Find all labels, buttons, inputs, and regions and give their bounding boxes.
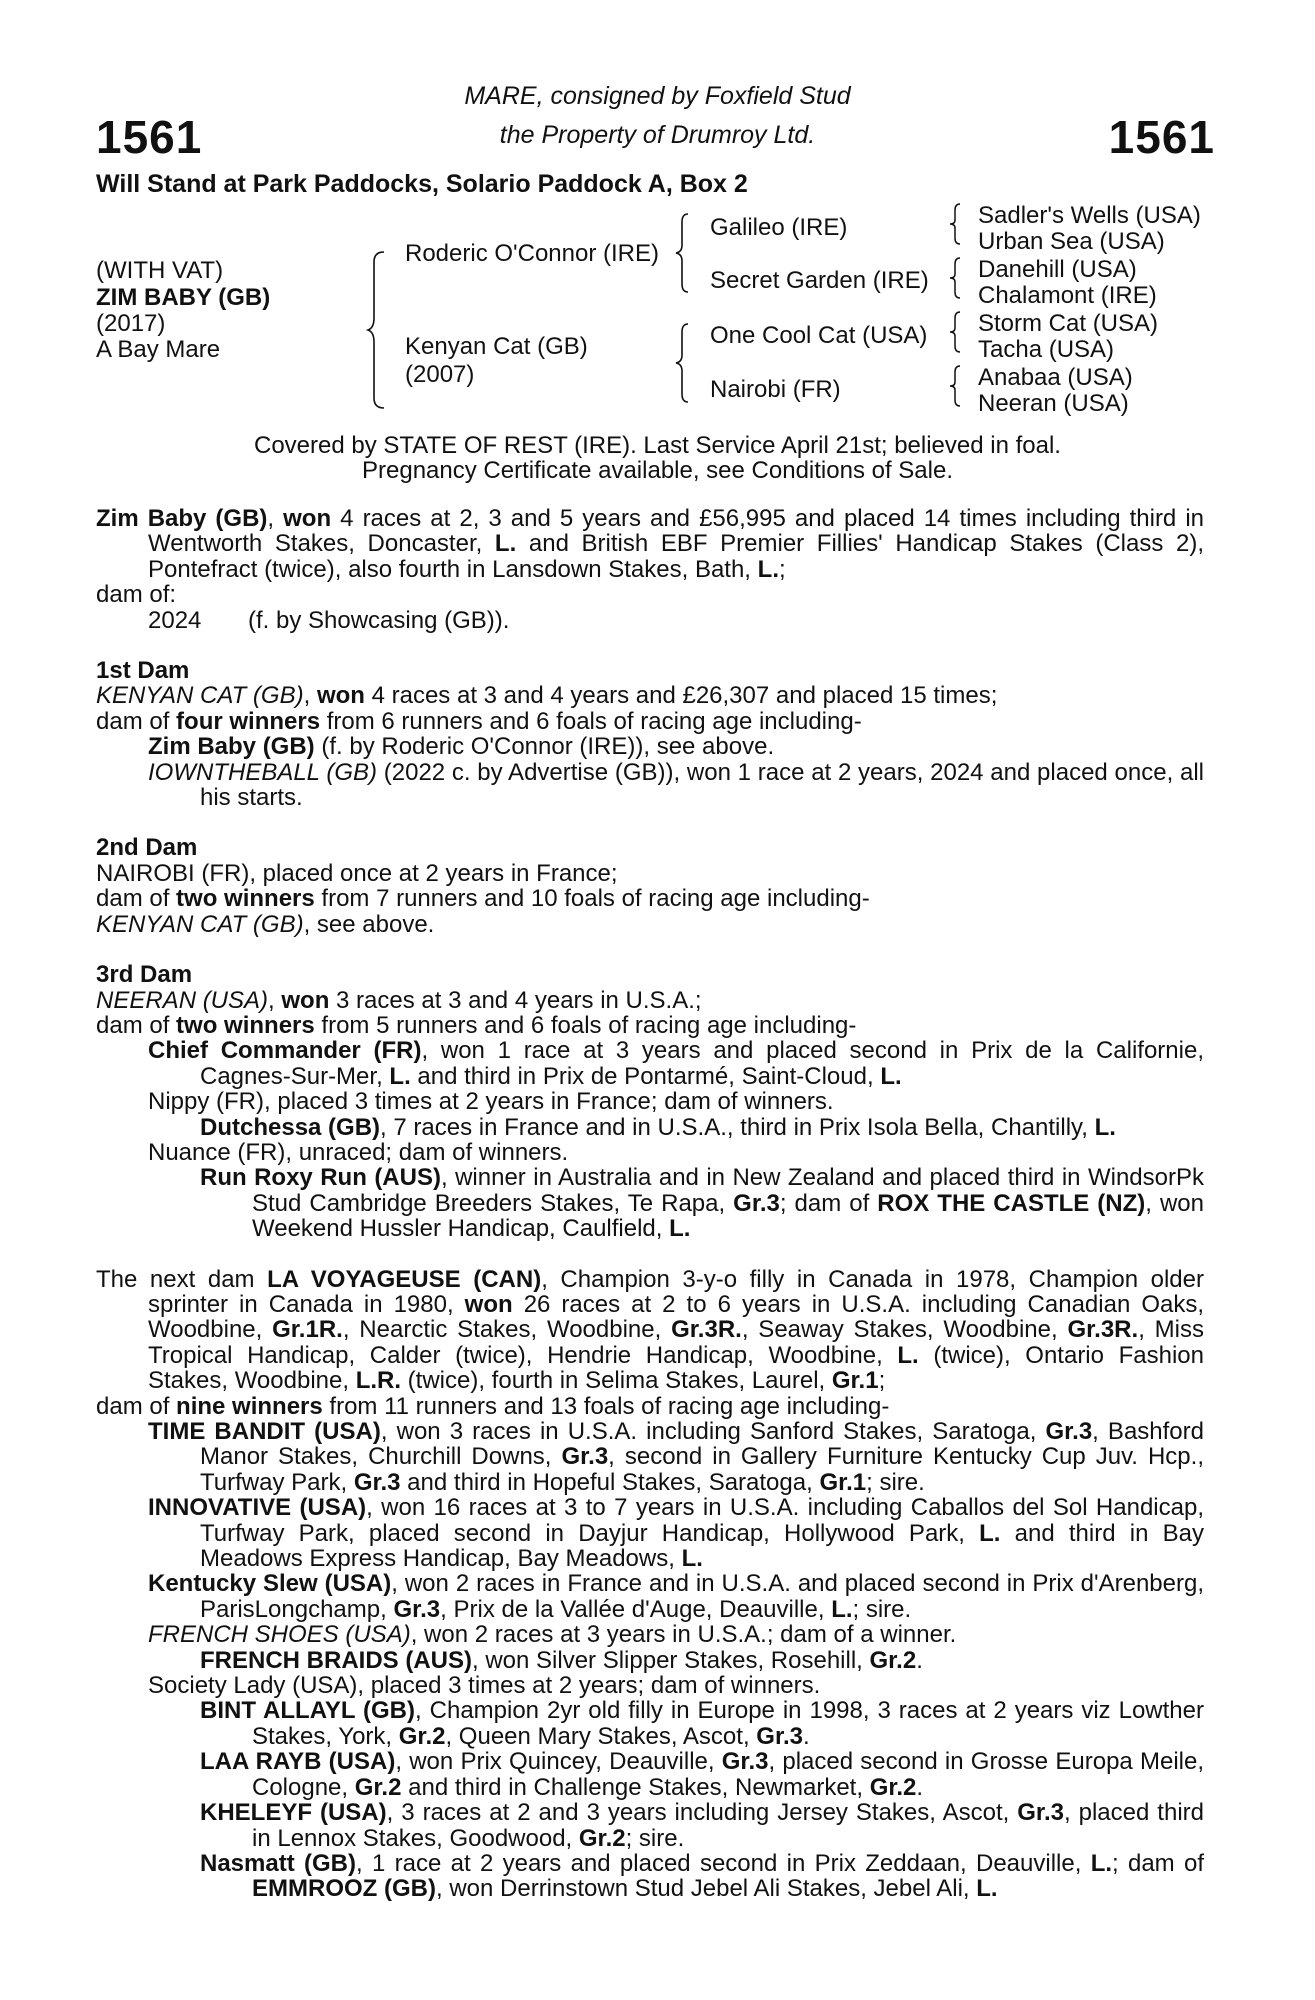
second-dam-line: NAIROBI (FR), placed once at 2 years in France; (96, 859, 618, 887)
produce-item (96, 734, 1204, 759)
text: , Miss Tropical Handicap, Calder (twice), Hendrie Handicap, Woodbine, (148, 1316, 1204, 1369)
text: and third in Challenge Stakes, Newmarket, (401, 1773, 870, 1801)
text: , won 2 races in France and in U.S.A. and placed second in Prix d'Arenberg, ParisLongchamp, (200, 1570, 1204, 1623)
damof: dam of (96, 707, 177, 735)
lot-number-right: 1561 (1108, 111, 1215, 163)
dss: Storm Cat (USA) (978, 310, 1159, 337)
produce-name: KENYAN CAT (GB) (96, 910, 304, 938)
next-dam-produce (96, 1394, 1204, 1419)
produce-name: Run Roxy Run (AUS) (200, 1164, 441, 1192)
won-word: won (283, 505, 332, 532)
produce-name: INNOVATIVE (USA) (148, 1494, 367, 1522)
text: ; (878, 1367, 886, 1395)
brace-ds (948, 310, 964, 354)
dam-name: Kenyan Cat (GB) (405, 333, 588, 360)
produce-item: Society Lady (USA), placed 3 times at 2 years; dam of winners. (148, 1672, 821, 1700)
group-mark: Gr.3 (756, 1722, 803, 1750)
produce-text: , won Weekend Hussler Handicap, Caulfield, (252, 1189, 1204, 1243)
brace-ss (948, 202, 964, 246)
text: (twice), Ontario Fashion Stakes, Woodbine, (148, 1341, 1204, 1395)
won-word: won (464, 1290, 513, 1318)
consignor-line: MARE, consigned by Foxfield Stud (464, 82, 851, 110)
brace-dd (948, 364, 964, 408)
produce-name: Zim Baby (GB) (148, 733, 315, 761)
produce-name: Kentucky Slew (USA) (148, 1570, 392, 1598)
listed-mark: L. (831, 1595, 853, 1623)
horse-year: (2017) (96, 310, 166, 337)
foal-line (96, 608, 1204, 633)
dsd: Tacha (USA) (978, 336, 1115, 363)
text: ; sire. (625, 1824, 685, 1852)
grandproduce-item (96, 1749, 1204, 1800)
damof-b: from 5 runners and 6 foals of racing age including- (314, 1011, 857, 1039)
listed-mark: L. (757, 555, 779, 583)
covered-line: Covered by STATE OF REST (IRE). Last Service April 21st; believed in foal. (254, 432, 1061, 459)
race-record: 3 races at 3 and 4 years in U.S.A.; (329, 986, 702, 1014)
damof: dam of (96, 1011, 177, 1039)
dam-name: KENYAN CAT (GB) (96, 682, 304, 710)
text: , 3 races at 2 and 3 years including Jersey Stakes, Ascot, (386, 1799, 1018, 1827)
listed-mark: L. (669, 1215, 691, 1243)
damof: dam of (96, 885, 177, 913)
produce-item (96, 1419, 1204, 1495)
text: ; sire. (866, 1468, 925, 1496)
produce-name: Dutchessa (GB) (200, 1113, 381, 1141)
listed-mark: L. (1094, 1113, 1116, 1141)
horse-vat: (WITH VAT) (96, 257, 224, 284)
text: . (802, 1722, 810, 1750)
grandproduce-item (96, 1165, 1204, 1241)
text: , won Prix Quincey, Deauville, (395, 1748, 722, 1776)
second-dam-produce (96, 886, 1204, 911)
damof-b: from 7 runners and 10 foals of racing age including- (314, 885, 870, 913)
group-mark: Gr.2 (869, 1773, 917, 1801)
text: , placed second in Grosse Europa Meile, Cologne, (252, 1748, 1204, 1801)
second-dam-heading: 2nd Dam (96, 834, 198, 862)
ssd: Urban Sea (USA) (978, 228, 1165, 255)
text: . (916, 1646, 923, 1674)
text: , Seaway Stakes, Woodbine, (741, 1316, 1068, 1344)
foal-year: 2024 (148, 606, 202, 634)
produce-name: EMMROOZ (GB) (252, 1875, 436, 1903)
ddd: Neeran (USA) (978, 390, 1129, 417)
third-dam-line (96, 988, 1204, 1013)
text: ; dam of (1112, 1849, 1204, 1877)
text: , won 2 races at 3 years in U.S.A.; dam of a winner. (410, 1621, 957, 1649)
group-mark: Gr.3R. (671, 1316, 742, 1344)
produce-text: , won 1 race at 3 years and placed second in Prix de la Californie, Cagnes-Sur-Mer, (200, 1037, 1204, 1090)
dam-name: LA VOYAGEUSE (CAN) (267, 1265, 542, 1293)
listed-mark: L. (897, 1341, 919, 1369)
first-dam-line (96, 683, 1204, 708)
sire-sire: Galileo (IRE) (710, 214, 848, 241)
punct: ; (778, 555, 786, 583)
produce-item (96, 1495, 1204, 1571)
group-mark: Gr.3 (733, 1189, 780, 1217)
sire-line-brace (674, 212, 692, 294)
race-record: 4 races at 2, 3 and 5 years and £56,995 and placed 14 times including third in Wentworth Stakes, Doncaster, (148, 505, 1204, 558)
text: , second in Gallery Furniture Kentucky Cup Juv. Hcp., Turfway Park, (200, 1443, 1204, 1496)
sire-dam: Secret Garden (IRE) (710, 267, 929, 294)
produce-text: ; dam of (779, 1189, 878, 1217)
produce-item (96, 1038, 1204, 1089)
produce-item (96, 1571, 1204, 1622)
dam-of-label: dam of: (96, 581, 177, 609)
group-mark: Gr.3 (1017, 1799, 1064, 1827)
damof-b: from 11 runners and 13 foals of racing age including- (322, 1392, 890, 1420)
produce-name: BINT ALLAYL (GB) (200, 1697, 416, 1725)
pregnancy-line: Pregnancy Certificate available, see Conditions of Sale. (362, 457, 953, 484)
text: , 1 race at 2 years and placed second in Prix Zeddaan, Deauville, (356, 1849, 1091, 1877)
listed-mark: L. (976, 1875, 998, 1903)
horse-description: A Bay Mare (96, 336, 221, 363)
text: , won 3 races in U.S.A. including Sanford Stakes, Saratoga, (380, 1418, 1046, 1445)
first-dam-heading: 1st Dam (96, 657, 190, 685)
produce-name: Nasmatt (GB) (200, 1849, 356, 1877)
group-mark: Gr.1 (831, 1367, 879, 1395)
produce-item (96, 912, 1204, 937)
produce-item (96, 760, 1204, 811)
sire-dam-brace (366, 250, 388, 410)
text: , won 16 races at 3 to 7 years in U.S.A. including Caballos del Sol Handicap, Turfway Park, placed second in Dayjur Handicap, Hollywood Park, (200, 1494, 1204, 1547)
text: ; sire. (852, 1595, 912, 1623)
group-mark: Gr.2 (354, 1773, 402, 1801)
won-word: won (281, 986, 330, 1014)
sds: Danehill (USA) (978, 256, 1137, 283)
text: , Bashford Manor Stakes, Churchill Downs, (200, 1418, 1204, 1471)
produce-text: , see above. (303, 910, 435, 938)
winners: four winners (176, 707, 321, 735)
grandproduce-item (96, 1648, 1204, 1673)
group-mark: Gr.2 (578, 1824, 626, 1852)
produce-text: , 7 races in France and in U.S.A., third in Prix Isola Bella, Chantilly, (380, 1113, 1095, 1141)
produce-item: Nippy (FR), placed 3 times at 2 years in France; dam of winners. (148, 1088, 834, 1116)
dam-line-brace (674, 322, 692, 404)
group-mark: Gr.3 (353, 1468, 401, 1496)
text: and third in Hopeful Stakes, Saratoga, (400, 1468, 820, 1496)
dam-name: NEERAN (USA) (96, 986, 269, 1014)
sire-name: Roderic O'Connor (IRE) (405, 240, 659, 267)
listed-mark: L.R. (355, 1367, 402, 1395)
produce-item (96, 1622, 1204, 1647)
race-record-cont: and British EBF Premier Fillies' Handicap Stakes (Class 2), Pontefract (twice), also fourth in Lansdown Stakes, Bath, (148, 530, 1204, 583)
produce-name: KHELEYF (USA) (200, 1799, 387, 1827)
group-mark: Gr.3 (561, 1443, 609, 1471)
stand-location: Will Stand at Park Paddocks, Solario Paddock A, Box 2 (96, 170, 748, 198)
group-mark: Gr.2 (398, 1722, 446, 1750)
winners: two winners (176, 885, 315, 913)
produce-name: IOWNTHEBALL (GB) (148, 758, 378, 786)
dam-year: (2007) (405, 361, 475, 388)
dds: Anabaa (USA) (978, 364, 1133, 391)
text: and third in Bay Meadows Express Handicap, Bay Meadows, (200, 1519, 1204, 1573)
brace-sd (948, 256, 964, 300)
produce-name: Chief Commander (FR) (148, 1037, 422, 1065)
listed-mark: L. (681, 1545, 703, 1573)
text: , Queen Mary Stakes, Ascot, (445, 1722, 757, 1750)
listed-mark: L. (880, 1062, 902, 1090)
grandproduce-item (96, 1800, 1204, 1851)
third-dam-produce (96, 1013, 1204, 1038)
dam-dam: Nairobi (FR) (710, 376, 841, 403)
damof-b: from 6 runners and 6 foals of racing age including- (320, 707, 862, 735)
produce-name: FRENCH BRAIDS (AUS) (200, 1646, 472, 1674)
grandproduce-item (96, 1698, 1204, 1749)
produce-text: and third in Prix de Pontarmé, Saint-Cloud, (410, 1062, 881, 1090)
group-mark: Gr.3 (1045, 1418, 1093, 1445)
intro: The next dam (96, 1265, 268, 1293)
produce-item: Nuance (FR), unraced; dam of winners. (148, 1138, 569, 1166)
produce-name: TIME BANDIT (USA) (148, 1418, 381, 1445)
horse-bold-name: Zim Baby (GB) (96, 505, 268, 532)
text: , Champion 2yr old filly in Europe in 1998, 3 races at 2 years viz Lowther Stakes, York, (252, 1697, 1204, 1750)
text: , placed third in Lennox Stakes, Goodwood, (252, 1799, 1204, 1852)
text: , won Derrinstown Stud Jebel Ali Stakes, Jebel Ali, (435, 1875, 977, 1903)
produce-text: , winner in Australia and in New Zealand and placed third in WindsorPk Stud Cambridge Breeders Stakes, Te Rapa, (252, 1164, 1204, 1217)
text: (twice), fourth in Selima Stakes, Laurel, (401, 1367, 832, 1395)
race-record: 4 races at 3 and 4 years and £26,307 and placed 15 times; (364, 682, 998, 710)
winners: two winners (176, 1011, 315, 1039)
dam-sire: One Cool Cat (USA) (710, 322, 928, 349)
third-dam-heading: 3rd Dam (96, 961, 193, 989)
foal-desc: (f. by Showcasing (GB)). (248, 606, 510, 634)
produce-name: ROX THE CASTLE (NZ) (877, 1189, 1146, 1217)
listed-mark: L. (389, 1062, 411, 1090)
group-mark: Gr.3 (721, 1748, 769, 1776)
horse-name: ZIM BABY (GB) (96, 284, 271, 311)
group-mark: Gr.3 (393, 1595, 441, 1623)
produce-name: FRENCH SHOES (USA) (148, 1621, 411, 1649)
listed-mark: L. (1090, 1849, 1113, 1877)
produce-name: LAA RAYB (USA) (200, 1748, 396, 1776)
produce-text: (2022 c. by Advertise (GB)), won 1 race at 2 years, 2024 and placed once, all his starts. (200, 758, 1204, 812)
damof: dam of (96, 1392, 177, 1420)
group-mark: Gr.3R. (1067, 1316, 1139, 1344)
catalogue-body (96, 506, 1204, 1902)
property-line: the Property of Drumroy Ltd. (499, 121, 816, 149)
text: , Nearctic Stakes, Woodbine, (342, 1316, 672, 1344)
sep: , (268, 986, 282, 1014)
sep: , (303, 682, 317, 710)
sss: Sadler's Wells (USA) (978, 202, 1201, 229)
text: , Champion 3-y-o filly in Canada in 1978, Champion older sprinter in Canada in 1980, (148, 1265, 1204, 1318)
winners: nine winners (176, 1392, 323, 1420)
grandproduce-item (96, 1115, 1204, 1140)
first-dam-produce (96, 709, 1204, 734)
text: , won Silver Slipper Stakes, Rosehill, (472, 1646, 870, 1674)
listed-mark: L. (979, 1519, 1001, 1547)
next-dam-paragraph (96, 1267, 1204, 1394)
text: . (916, 1773, 924, 1801)
grandproduce-item (96, 1851, 1204, 1902)
group-mark: Gr.2 (869, 1646, 917, 1674)
lot-number-left: 1561 (96, 111, 203, 163)
text: 26 races at 2 to 6 years in U.S.A. including Canadian Oaks, Woodbine, (148, 1290, 1205, 1344)
group-mark: Gr.1 (819, 1468, 867, 1496)
won-word: won (316, 682, 365, 710)
text: , Prix de la Vallée d'Auge, Deauville, (440, 1595, 832, 1623)
lot-horse-paragraph: Zim Baby (GB), won 4 races at 2, 3 and 5 years and £56,995 and placed 14 times including third in Wentworth Stakes, Doncaster, L. and British EBF Premier Fillies' Handicap Stakes (Class 2), Pontefract (twice), also fourth in Lansdown Stakes, Bath, L.; (96, 505, 1204, 583)
sdd: Chalamont (IRE) (978, 282, 1157, 309)
listed-mark: L. (494, 530, 517, 558)
produce-text: (f. by Roderic O'Connor (IRE)), see above. (314, 733, 775, 761)
group-mark: Gr.1R. (272, 1316, 343, 1344)
